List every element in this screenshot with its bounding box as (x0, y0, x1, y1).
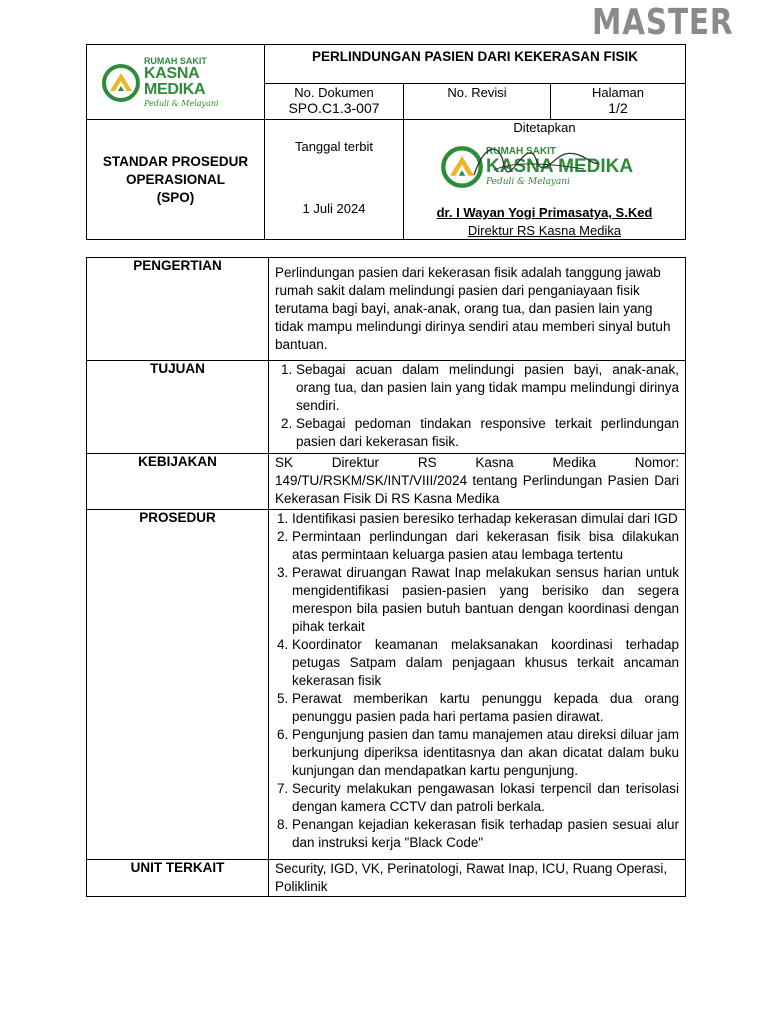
issue-cell (265, 120, 404, 240)
approved-label: Ditetapkan (513, 120, 576, 135)
section-label: UNIT TERKAIT (87, 860, 269, 897)
list-item: 5. Perawat memberikan kartu penunggu kepada dua orang penunggu pasien pada hari pertama pasien dirawat. (292, 690, 679, 726)
kebijakan-text: SK Direktur RS Kasna Medika Nomor: 149/TU/RSKM/SK/INT/VIII/2024 tentang Perlindungan Pasien Dari Kekerasan Fisik Di RS Kasna Medika (269, 454, 686, 510)
logo-line2: KASNA MEDIKA (143, 65, 206, 98)
spo-label-cell (87, 120, 265, 240)
section-unit-terkait (87, 860, 686, 897)
tujuan-list (275, 361, 679, 451)
tujuan-list-cell (269, 361, 686, 454)
logo-line1: RUMAH SAKIT (143, 56, 207, 66)
master-stamp: MASTER (592, 2, 734, 43)
list-item: 1. Sebagai acuan dalam melindungi pasien bayi, anak-anak, orang tua, dan pasien lain yang tidak mampu melindungi dirinya sendiri. (296, 361, 679, 415)
section-kebijakan (87, 454, 686, 510)
issue-label: Tanggal terbit (294, 139, 374, 154)
section-pengertian (87, 258, 686, 361)
prosedur-list-cell (269, 510, 686, 860)
list-item: 8. Penangan kejadian kekerasan fisik terhadap pasien sesuai alur dan instruksi kerja "Black Code" (292, 816, 679, 852)
list-item: 6. Pengunjung pasien dan tamu manajemen atau direksi diluar jam berkunjung diperiksa identitasnya dan akan dicatat dalam buku kunjungan dan mendapatkan kartu pengunjung. (292, 726, 679, 780)
sig-logo-tagline: Peduli & Melayani (486, 177, 570, 187)
issue-date: 1 Juli 2024 (302, 201, 366, 216)
section-label: TUJUAN (87, 361, 269, 454)
list-item: 2. Sebagai pedoman tindakan responsive terkait perlindungan pasien dari kekerasan fisik. (296, 415, 679, 451)
list-item: 1. Identifikasi pasien beresiko terhadap kekerasan dimulai dari IGD (292, 510, 679, 528)
hospital-logo (87, 45, 265, 120)
section-tujuan (87, 361, 686, 454)
section-label: PENGERTIAN (87, 258, 269, 361)
page-cell (551, 83, 686, 120)
sig-logo-line1: RUMAH SAKIT (486, 146, 556, 157)
spo-content-table (86, 257, 686, 897)
list-item: 4. Koordinator keamanan melaksanakan koordinasi terhadap petugas Satpam dalam penjagaan khusus terkait ancaman kekerasan fisik (292, 636, 679, 690)
revision-label: No. Revisi (447, 84, 507, 100)
approval-cell (404, 120, 686, 240)
unit-terkait-text: Security, IGD, VK, Perinatologi, Rawat Inap, ICU, Ruang Operasi, Poliklinik (269, 860, 686, 897)
logo-emblem-icon (101, 63, 141, 103)
handwritten-signature (464, 135, 604, 195)
revision-cell (404, 83, 551, 120)
document-header (86, 44, 686, 240)
list-item: 3. Perawat diruangan Rawat Inap melakukan sensus harian untuk mengidentifikasi pasien-pasien yang berisiko dan segera merespon bila pasien butuh bantuan dengan koordinasi dengan pihak terkait (292, 564, 679, 636)
list-item: 2. Permintaan perlindungan dari kekerasan fisik bisa dilakukan atas permintaan keluarga pasien atau lembaga tertentu (292, 528, 679, 564)
logo-tagline: Peduli & Melayani (143, 99, 219, 108)
page-label: Halaman (591, 84, 645, 100)
section-prosedur (87, 510, 686, 860)
signer-title: Direktur RS Kasna Medika (467, 223, 622, 238)
page-value: 1/2 (608, 99, 628, 116)
sig-logo-line2: KASNA MEDIKA (486, 156, 634, 177)
spo-line2: OPERASIONAL (125, 171, 225, 187)
spo-line3: (SPO) (156, 189, 195, 205)
doc-number-cell (265, 83, 404, 120)
doc-number-label: No. Dokumen (294, 84, 374, 100)
signature-area (404, 135, 685, 205)
signer-name: dr. I Wayan Yogi Primasatya, S.Ked (436, 205, 653, 220)
section-label: KEBIJAKAN (87, 454, 269, 510)
section-label: PROSEDUR (87, 510, 269, 860)
spo-line1: STANDAR PROSEDUR (102, 153, 249, 169)
document-title: PERLINDUNGAN PASIEN DARI KEKERASAN FISIK (265, 45, 686, 84)
list-item: 7. Security melakukan pengawasan lokasi terpencil dan terisolasi dengan kamera CCTV dan patroli berkala. (292, 780, 679, 816)
pengertian-text: Perlindungan pasien dari kekerasan fisik adalah tanggung jawab rumah sakit dalam melindungi pasien dari penganiayaan fisik terutama bagi bayi, anak-anak, orang tua, dan pasien lain yang tidak mampu melindungi dirinya sendiri atau memberi sinyal butuh bantuan. (269, 258, 686, 361)
prosedur-list (275, 510, 679, 852)
doc-number-value: SPO.C1.3-007 (288, 99, 380, 116)
